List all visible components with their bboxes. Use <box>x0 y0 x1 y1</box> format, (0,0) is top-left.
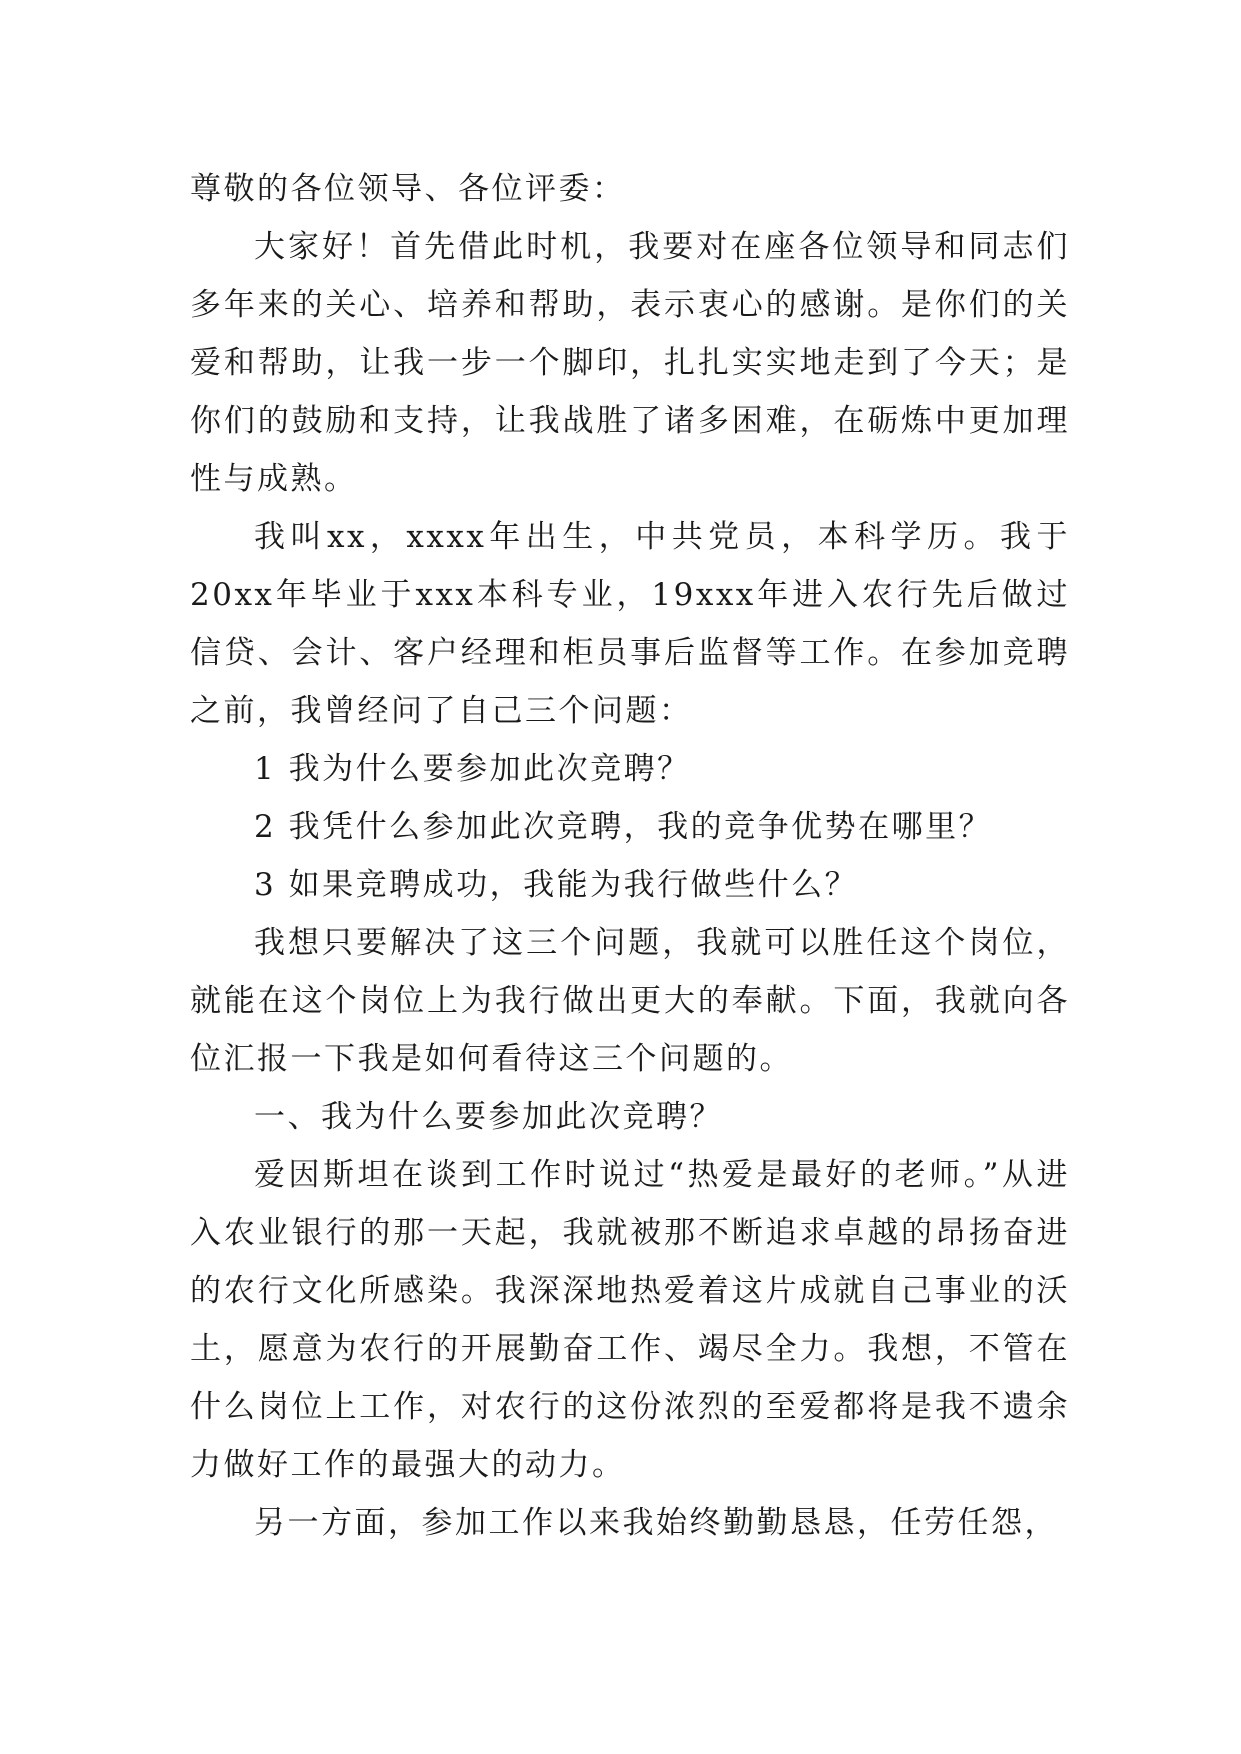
question-item-3: 3 如果竞聘成功，我能为我行做些什么？ <box>254 867 859 903</box>
paragraph-transition: 我想只要解决了这三个问题，我就可以胜任这个岗位，就能在这个岗位上为我行做出更大的奉献。下面，我就向各位汇报一下我是如何看待这三个问题的。 <box>190 925 1070 1077</box>
paragraph-greeting: 大家好！首先借此时机，我要对在座各位领导和同志们多年来的关心、培养和帮助，表示衷心的感谢。是你们的关爱和帮助，让我一步一个脚印，扎扎实实地走到了今天；是你们的鼓励和支持，让我战胜了诸多困难，在砺炼中更加理性与成熟。 <box>190 229 1070 497</box>
paragraph-introduction: 我叫xx，xxxx年出生，中共党员，本科学历。我于20xx年毕业于xxx本科专业，19xxx年进入农行先后做过信贷、会计、客户经理和柜员事后监督等工作。在参加竞聘之前，我曾经问了自己三个问题： <box>190 519 1070 729</box>
question-item-1: 1 我为什么要参加此次竞聘？ <box>254 751 691 787</box>
question-item-2: 2 我凭什么参加此次竞聘，我的竞争优势在哪里？ <box>254 809 993 845</box>
section-heading-1: 一、我为什么要参加此次竞聘？ <box>254 1099 723 1135</box>
document-body <box>190 160 1070 1552</box>
salutation: 尊敬的各位领导、各位评委： <box>190 171 626 207</box>
paragraph-continuation: 另一方面，参加工作以来我始终勤勤恳恳，任劳任怨， <box>254 1505 1058 1541</box>
paragraph-motivation: 爱因斯坦在谈到工作时说过“热爱是最好的老师。”从进入农业银行的那一天起，我就被那不断追求卓越的昂扬奋进的农行文化所感染。我深深地热爱着这片成就自己事业的沃土，愿意为农行的开展勤奋工作、竭尽全力。我想，不管在什么岗位上工作，对农行的这份浓烈的至爱都将是我不遗余力做好工作的最强大的动力。 <box>190 1157 1070 1483</box>
